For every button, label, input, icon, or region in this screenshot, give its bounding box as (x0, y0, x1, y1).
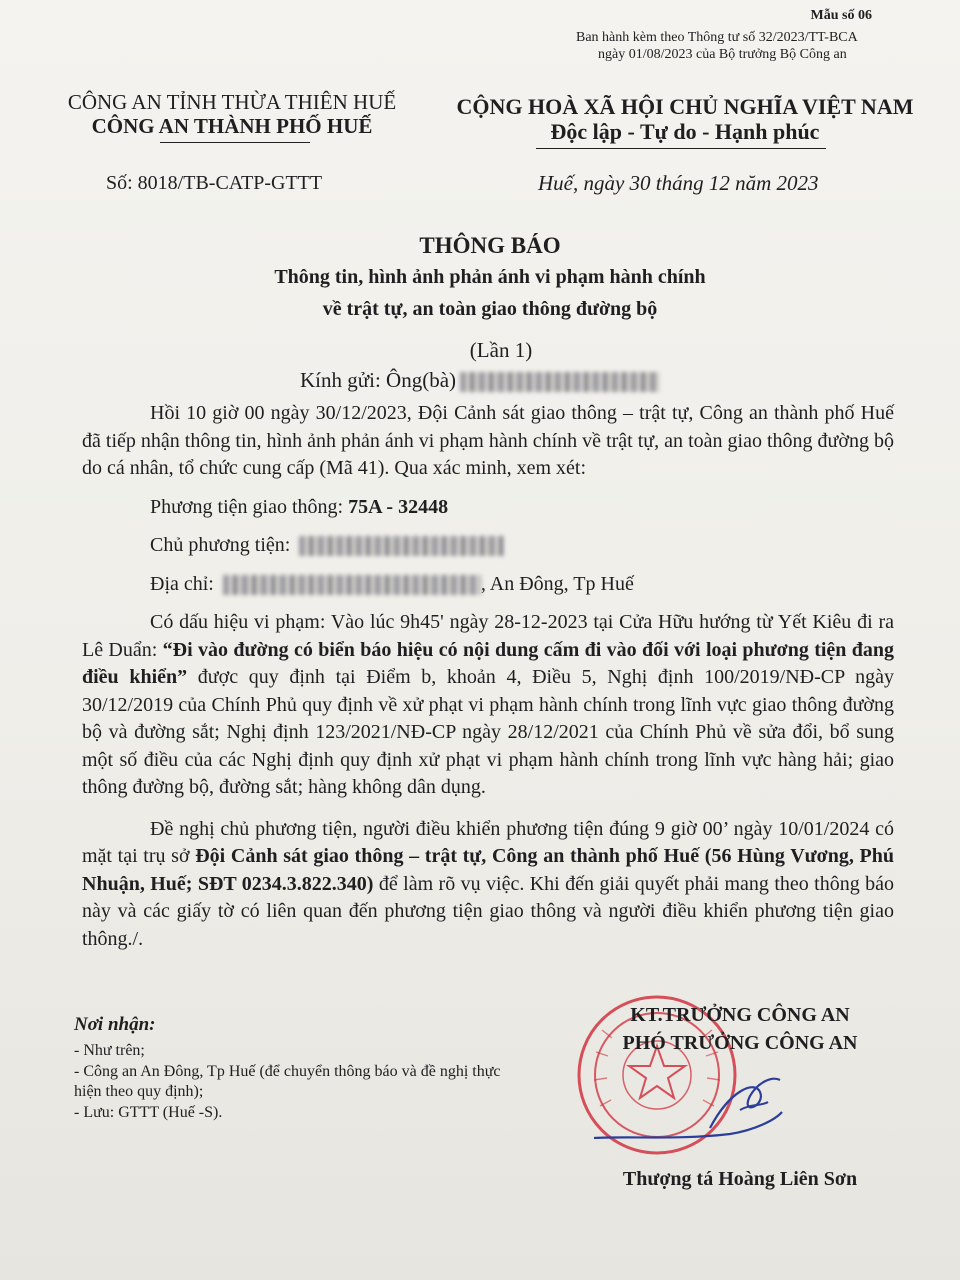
violation-legal-basis: được quy định tại Điểm b, khoản 4, Điều 5, Nghị định 100/2019/NĐ-CP ngày 30/12/2019 của Chính Phủ quy định về xử phạt vi phạm hành chính trong lĩnh vực giao thông đường bộ và đường sắt; Nghị định 123/2021/NĐ-CP ngày 28/12/2021 của Chính Phủ về sửa đổi, bổ sung một số điều của các Nghị định quy định xử phạt vi phạm hành chính trong lĩnh vực hàng hải; giao thông đường bộ, đường sắt; hàng không dân dụng. (82, 666, 895, 798)
addressee-label: Kính gửi: Ông(bà) (300, 368, 457, 392)
issued-with-line-1: Ban hành kèm theo Thông tư số 32/2023/TT-BCA (576, 30, 858, 45)
recipients-title: Nơi nhận: (74, 1014, 156, 1035)
signer-name: Thượng tá Hoàng Liên Sơn (622, 1168, 858, 1190)
request-instructions: để làm rõ vụ việc. Khi đến giải quyết phải mang theo thông báo này và các giấy tờ có liên quan đến phương tiện giao thông và người điều khiển phương tiện giao thông./. (82, 872, 895, 950)
violation-paragraph (82, 609, 894, 802)
document-title: THÔNG BÁO (419, 233, 561, 258)
vehicle-label: Phương tiện giao thông: (150, 495, 349, 518)
vehicle-plate: 75A - 32448 (348, 495, 449, 518)
address-line (82, 571, 894, 599)
redacted-name (460, 372, 660, 392)
issued-with-line-2: ngày 01/08/2023 của Bộ trưởng Bộ Công an (598, 47, 847, 62)
issuing-agency-parent: CÔNG AN TỈNH THỪA THIÊN HUẾ (67, 90, 397, 114)
addressee-line (300, 368, 660, 393)
national-motto: Độc lập - Tự do - Hạnh phúc (550, 119, 820, 144)
address-tail: , An Đông, Tp Huế (480, 572, 634, 595)
intro-paragraph: Hồi 10 giờ 00 ngày 30/12/2023, Đội Cảnh sát giao thông – trật tự, Công an thành phố Huế đã tiếp nhận thông tin, hình ảnh phản ánh vi phạm hành chính về trật tự, an toàn giao thông đường bộ do cá nhân, tổ chức cung cấp (Mã 41). Qua xác minh, xem xét: (82, 402, 894, 479)
agency-underline (160, 142, 310, 143)
handwritten-signature (590, 1050, 790, 1160)
signer-title-1: KT.TRƯỞNG CÔNG AN (630, 1004, 850, 1026)
vehicle-line (82, 494, 894, 522)
form-number: Mẫu số 06 (810, 8, 872, 23)
signer-title-2: PHÓ TRƯỞNG CÔNG AN (622, 1032, 858, 1054)
violation-intro: Có dấu hiệu vi phạm: Vào lúc 9h45' ngày 28-12-2023 tại Cửa Hữu hướng từ Yết Kiêu đi ra Lê Duẩn: (82, 611, 894, 661)
document-subtitle-1: Thông tin, hình ảnh phản ánh vi phạm hành chính (274, 266, 706, 288)
recipient-item: - Công an An Đông, Tp Huế (để chuyển thông báo và đề nghị thực hiện theo quy định); (74, 1063, 501, 1100)
violation-description: “Đi vào đường có biển báo hiệu có nội dung cấm đi vào đối với loại phương tiện đang điều khiển” (82, 638, 895, 688)
motto-underline (536, 148, 826, 149)
recipient-item: - Như trên; (74, 1042, 145, 1059)
notice-body (82, 400, 894, 953)
document-date: Huế, ngày 30 tháng 12 năm 2023 (538, 171, 819, 195)
issuing-agency: CÔNG AN THÀNH PHỐ HUẾ (91, 114, 373, 138)
notice-round: (Lần 1) (469, 338, 533, 362)
national-title: CỘNG HOÀ XÃ HỘI CHỦ NGHĨA VIỆT NAM (456, 94, 914, 119)
recipient-item: - Lưu: GTTT (Huế -S). (74, 1104, 223, 1121)
document-subtitle-2: về trật tự, an toàn giao thông đường bộ (322, 298, 658, 320)
owner-line (82, 532, 894, 560)
redacted-address (223, 575, 481, 595)
request-paragraph (82, 816, 894, 954)
document-number: Số: 8018/TB-CATP-GTTT (106, 172, 323, 194)
address-label: Địa chỉ: (150, 572, 219, 595)
request-location: Đội Cảnh sát giao thông – trật tự, Công an thành phố Huế (56 Hùng Vương, Phú Nhuận, Huế; SĐT 0234.3.822.340) (82, 845, 895, 895)
recipients-list (74, 1041, 524, 1124)
owner-label: Chủ phương tiện: (150, 534, 296, 556)
request-intro: Đề nghị chủ phương tiện, người điều khiển phương tiện đúng 9 giờ 00’ ngày 10/01/2024 có mặt tại trụ sở (82, 817, 894, 867)
redacted-owner (299, 536, 504, 556)
